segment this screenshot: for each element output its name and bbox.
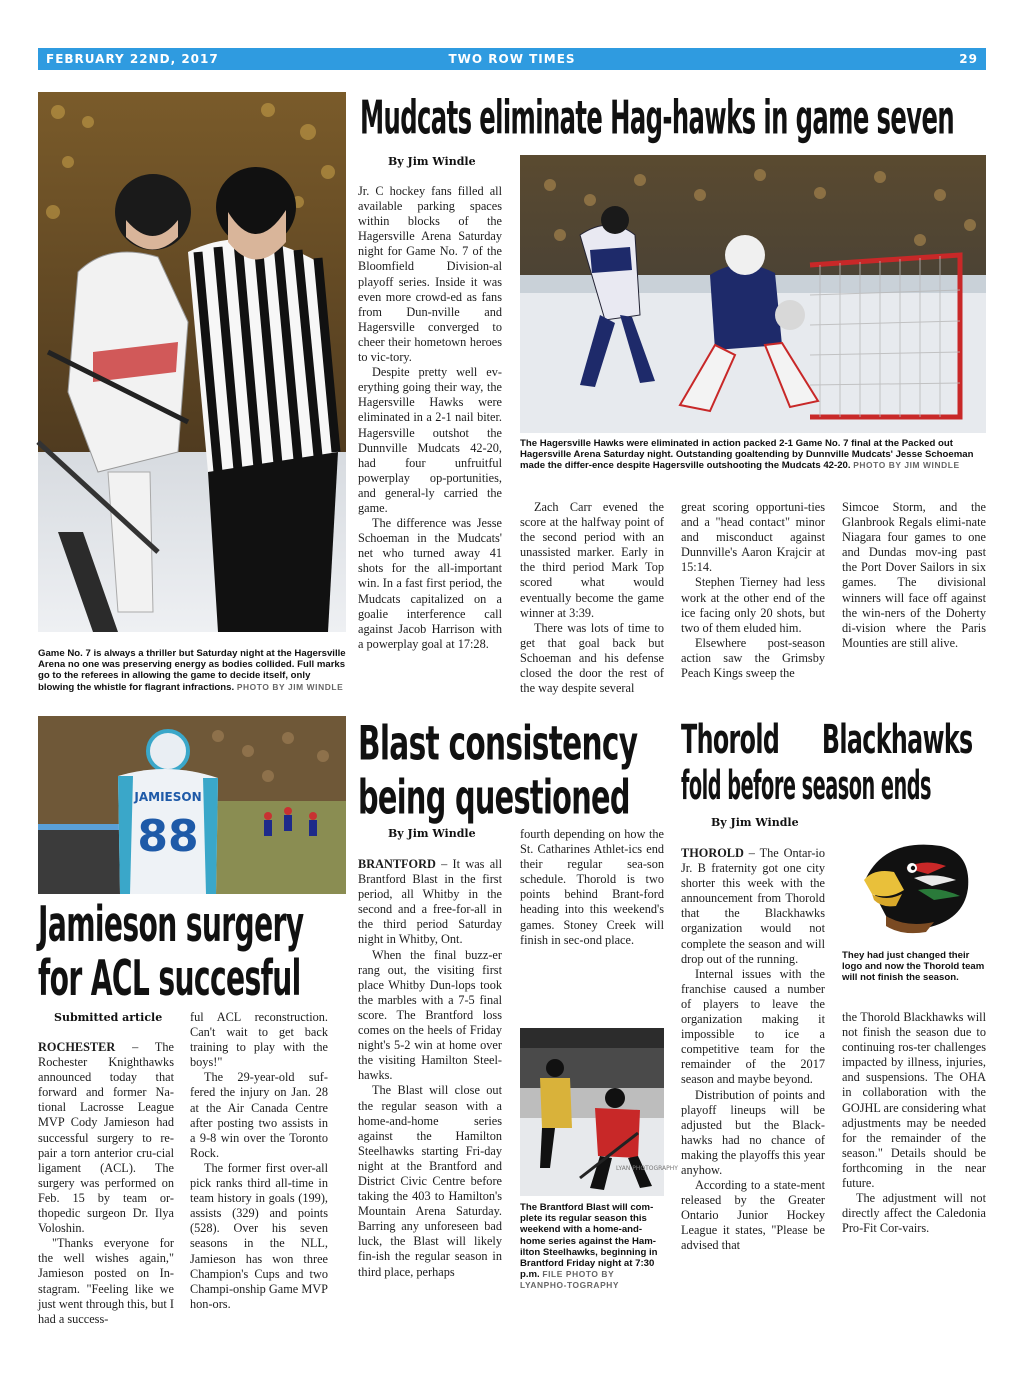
blast-photo-caption-text: The Brantford Blast will com-plete its regular season this weekend with a home-and-home series against the Ham-ilton Steelhawks, beginning in Brantford Friday night at 7:30 p.m.: [520, 1202, 658, 1281]
issue-date: FEBRUARY 22ND, 2017: [46, 52, 219, 66]
photo-watermark: LYAN PHOTOGRAPHY: [616, 1165, 678, 1172]
article3-dateline: BRANTFORD: [358, 857, 436, 871]
article2-dateline: ROCHESTER: [38, 1040, 116, 1054]
article2-headline-line2: for ACL succesful: [38, 950, 301, 1008]
page-number: 29: [959, 52, 978, 66]
left-photo-caption-text: Game No. 7 is always a thriller but Saturday night at the Hagersville Arena no one was preserving energy as bodies collided. Full marks go to the referees in allowing the game to decide itself, only blowing the whistle for flagrant infractions.: [38, 648, 346, 693]
article3-byline: By Jim Windle: [388, 827, 476, 840]
article1-column-1: [358, 184, 502, 698]
article2-column-2: [190, 1010, 328, 1330]
article3-headline-line1: Blast consistency: [358, 716, 638, 771]
article4-headline-line2: fold before season ends: [681, 762, 932, 809]
article3-col2-para1: fourth depending on how the St. Catharines Athlet-ics end their regular sea-son schedule. Thorold is two points behind Brant-ford heading into this weekend's games. Stoney Creek will finish in sec-ond place.: [520, 827, 664, 947]
article4-dateline: THOROLD: [681, 846, 744, 860]
article4-column-1: [681, 846, 825, 1290]
article1-col3-para2: Stephen Tierney had less work at the other end of the ice facing only 20 shots, but two of them eluded him.: [681, 575, 825, 635]
article1-col1-para1: Jr. C hockey fans filled all available parking spaces within blocks of the Hagersville Arena Saturday night for Game No. 7 of the Bloomfield Division-al playoff series. Inside it was even more crowd-ed as fans from Dun-nville and Hagersville converged to cheer their hometown heroes to vic-tory.: [358, 184, 502, 365]
article2-headline-line1: Jamieson surgery: [38, 896, 304, 954]
article1-col3-para3: Elsewhere post-season action saw the Grimsby Peach Kings sweep the: [681, 635, 825, 681]
blast-photo-credit: FILE PHOTO BY LYANPHO-TOGRAPHY: [520, 1269, 620, 1291]
logo-caption: They had just changed their logo and now the Thorold team will not finish the season.: [842, 950, 985, 984]
article2-col2-para3: The former first over-all pick ranks third all-time in team history in goals (199), assists (329) and points (528). Over his seven seasons in the NLL, Jamieson has won three Champion's Cups and two Champi-onship Game MVP hon-ors.: [190, 1160, 328, 1311]
article4-col2-para1: the Thorold Blackhawks will not finish the season due to continuing ros-ter challenges impacted by illness, injuries, and suspensions. The OHA in collaboration with the GOJHL are considering what adjustments may be needed for the remainder of the season." Details should be forthcoming in the near future.: [842, 1010, 986, 1191]
article4-col1-para2: Internal issues with the franchise caused a number of players to leave the organization making it impossible to ice a competitive team for the remainder of the 2017 season and maybe beyond.: [681, 966, 825, 1087]
article3-column-1: [358, 857, 502, 1330]
article4-col1-para1: – The Ontar-io Jr. B fraternity got one city shorter this week with the announcement from Thorold that the Blackhawks organization would not complete the season and will drop out of the running.: [681, 846, 825, 966]
jersey-number-text: 88: [137, 811, 199, 862]
article2-byline: Submitted article: [54, 1011, 163, 1024]
article1-col3-para1: great scoring opportuni-ties and a "head contact" minor and misconduct against Dunnville's Aaron Krajcir at 15:14.: [681, 500, 825, 575]
article2-column-1: [38, 1040, 174, 1330]
page-header-bar: [38, 48, 986, 70]
article3-col1-para3: The Blast will close out the regular season with a home-and-home series against the Hamilton Steelhawks starting Fri-day night at the Brantford and District Civic Centre before taking the 403 to Hamilton's Mountain Arena Saturday. Barring any unforeseen bad luck, the Blast will likely fin-ish the regular season in third place, perhaps: [358, 1083, 502, 1279]
article1-headline: Mudcats eliminate Hag-hawks in game seven: [360, 92, 955, 145]
article3-col1-para2: When the final buzz-er rang out, the visiting first place Whitby Dun-lops took the marbles with a 7-5 final score. The Brantford loss comes on the heels of Friday night's 5-2 win at home over the visiting Hamilton Steel-hawks.: [358, 947, 502, 1083]
article2-col2-para2: The 29-year-old suf-fered the injury on Jan. 28 at the Air Canada Centre after posting two assists in a 9-8 win over the Toronto Rock.: [190, 1070, 328, 1160]
jersey-name-text: JAMIESON: [134, 790, 202, 804]
article1-byline: By Jim Windle: [388, 155, 476, 168]
right-photo-caption: [520, 438, 986, 472]
lacrosse-player-photo: [38, 716, 346, 894]
right-photo-caption-text: The Hagersville Hawks were eliminated in action packed 2-1 Game No. 7 final at the Packed out Hagersville Arena Saturday night. Outstanding goaltending by Dunnville Mudcats' Jesse Schoeman made the differ-ence despite Hagersville outshooting the Mudcats 42-20.: [520, 438, 974, 472]
hockey-referee-photo: [38, 92, 346, 632]
article4-column-2: [842, 1010, 986, 1290]
article1-column-4: [842, 500, 986, 698]
article4-col1-para3: Distribution of points and playoff lineups will be adjusted but the Black-hawks had no chance of making the playoffs this year anyhow.: [681, 1087, 825, 1177]
article1-col1-para2: Despite pretty well ev-erything going their way, the Hagersville Hawks were eliminated in a 2-1 nail biter. Hagersville outshot the Dunnville Mudcats 42-20, had four unfruitful powerplay op-portunities, and general-ly carried the game.: [358, 365, 502, 515]
article3-headline-line2: being questioned: [358, 770, 630, 825]
blast-photo-caption: [520, 1202, 664, 1292]
hockey-goalie-photo: [520, 155, 986, 433]
junior-hockey-photo: [520, 1028, 678, 1196]
article2-col2-para1: ful ACL reconstruction. Can't wait to get back training to play with the boys!": [190, 1010, 328, 1070]
article1-column-2: [520, 500, 664, 698]
publication-name: TWO ROW TIMES: [448, 52, 576, 66]
article1-col4-para1: Simcoe Storm, and the Glanbrook Regals elimi-nate Niagara four games to one and Dundas mov-ing past the Port Dover Sailors in six games. The divisional winners will face off against the win-ners of the Doherty di-vision where the Paris Mounties are still alive.: [842, 500, 986, 650]
article4-headline-line1: Thorold Blackhawks: [681, 716, 973, 763]
article4-col2-para2: The adjustment will not directly affect the Caledonia Pro-Fit Cor-vairs.: [842, 1191, 986, 1236]
blackhawks-logo: [846, 828, 986, 940]
left-photo-caption: [38, 648, 346, 693]
right-photo-credit: PHOTO BY JIM WINDLE: [853, 460, 960, 471]
article3-column-2: [520, 827, 664, 967]
article4-col1-para4: According to a state-ment released by the Greater Ontario Junior Hockey League it states, "Please be advised that: [681, 1178, 825, 1253]
article3-col1-para1: – It was all Brantford Blast in the first period, all Whitby in the second and a free-for-all in the third period Saturday night in Whitby, Ont.: [358, 857, 502, 947]
left-photo-credit: PHOTO BY JIM WINDLE: [236, 681, 344, 692]
article1-col2-para1: Zach Carr evened the score at the halfway point of the second period with an unassisted marker. Early in the third period Mark Top scored what would eventually become the game winner at 3:39.: [520, 500, 664, 620]
article1-col1-para3: The difference was Jesse Schoeman in the Mudcats' net who turned away 41 shots for the all-important win. In a fast first period, the Mudcats capitalized on a goalie interference call against Jacob Harrison with a powerplay goal at 17:28.: [358, 516, 502, 651]
article2-col1-para2: "Thanks everyone for the well wishes again," Jamieson posted on In-stagram. "Feeling like we just went through this, but I had a success-: [38, 1236, 174, 1326]
article1-column-3: [681, 500, 825, 698]
article4-byline: By Jim Windle: [711, 816, 799, 829]
article1-col2-para2: There was lots of time to get that goal back but Schoeman and his defense closed the door the rest of the way despite several: [520, 620, 664, 696]
article2-col1-para1: – The Rochester Knighthawks announced today that forward and former Na-tional Lacrosse League MVP Cody Jamieson had successful surgery to re-pair a torn anterior cru-cial ligament (ACL). The surgery was performed on Feb. 15 by team or-thopedic surgeon Dr. Ilya Voloshin.: [38, 1040, 175, 1236]
